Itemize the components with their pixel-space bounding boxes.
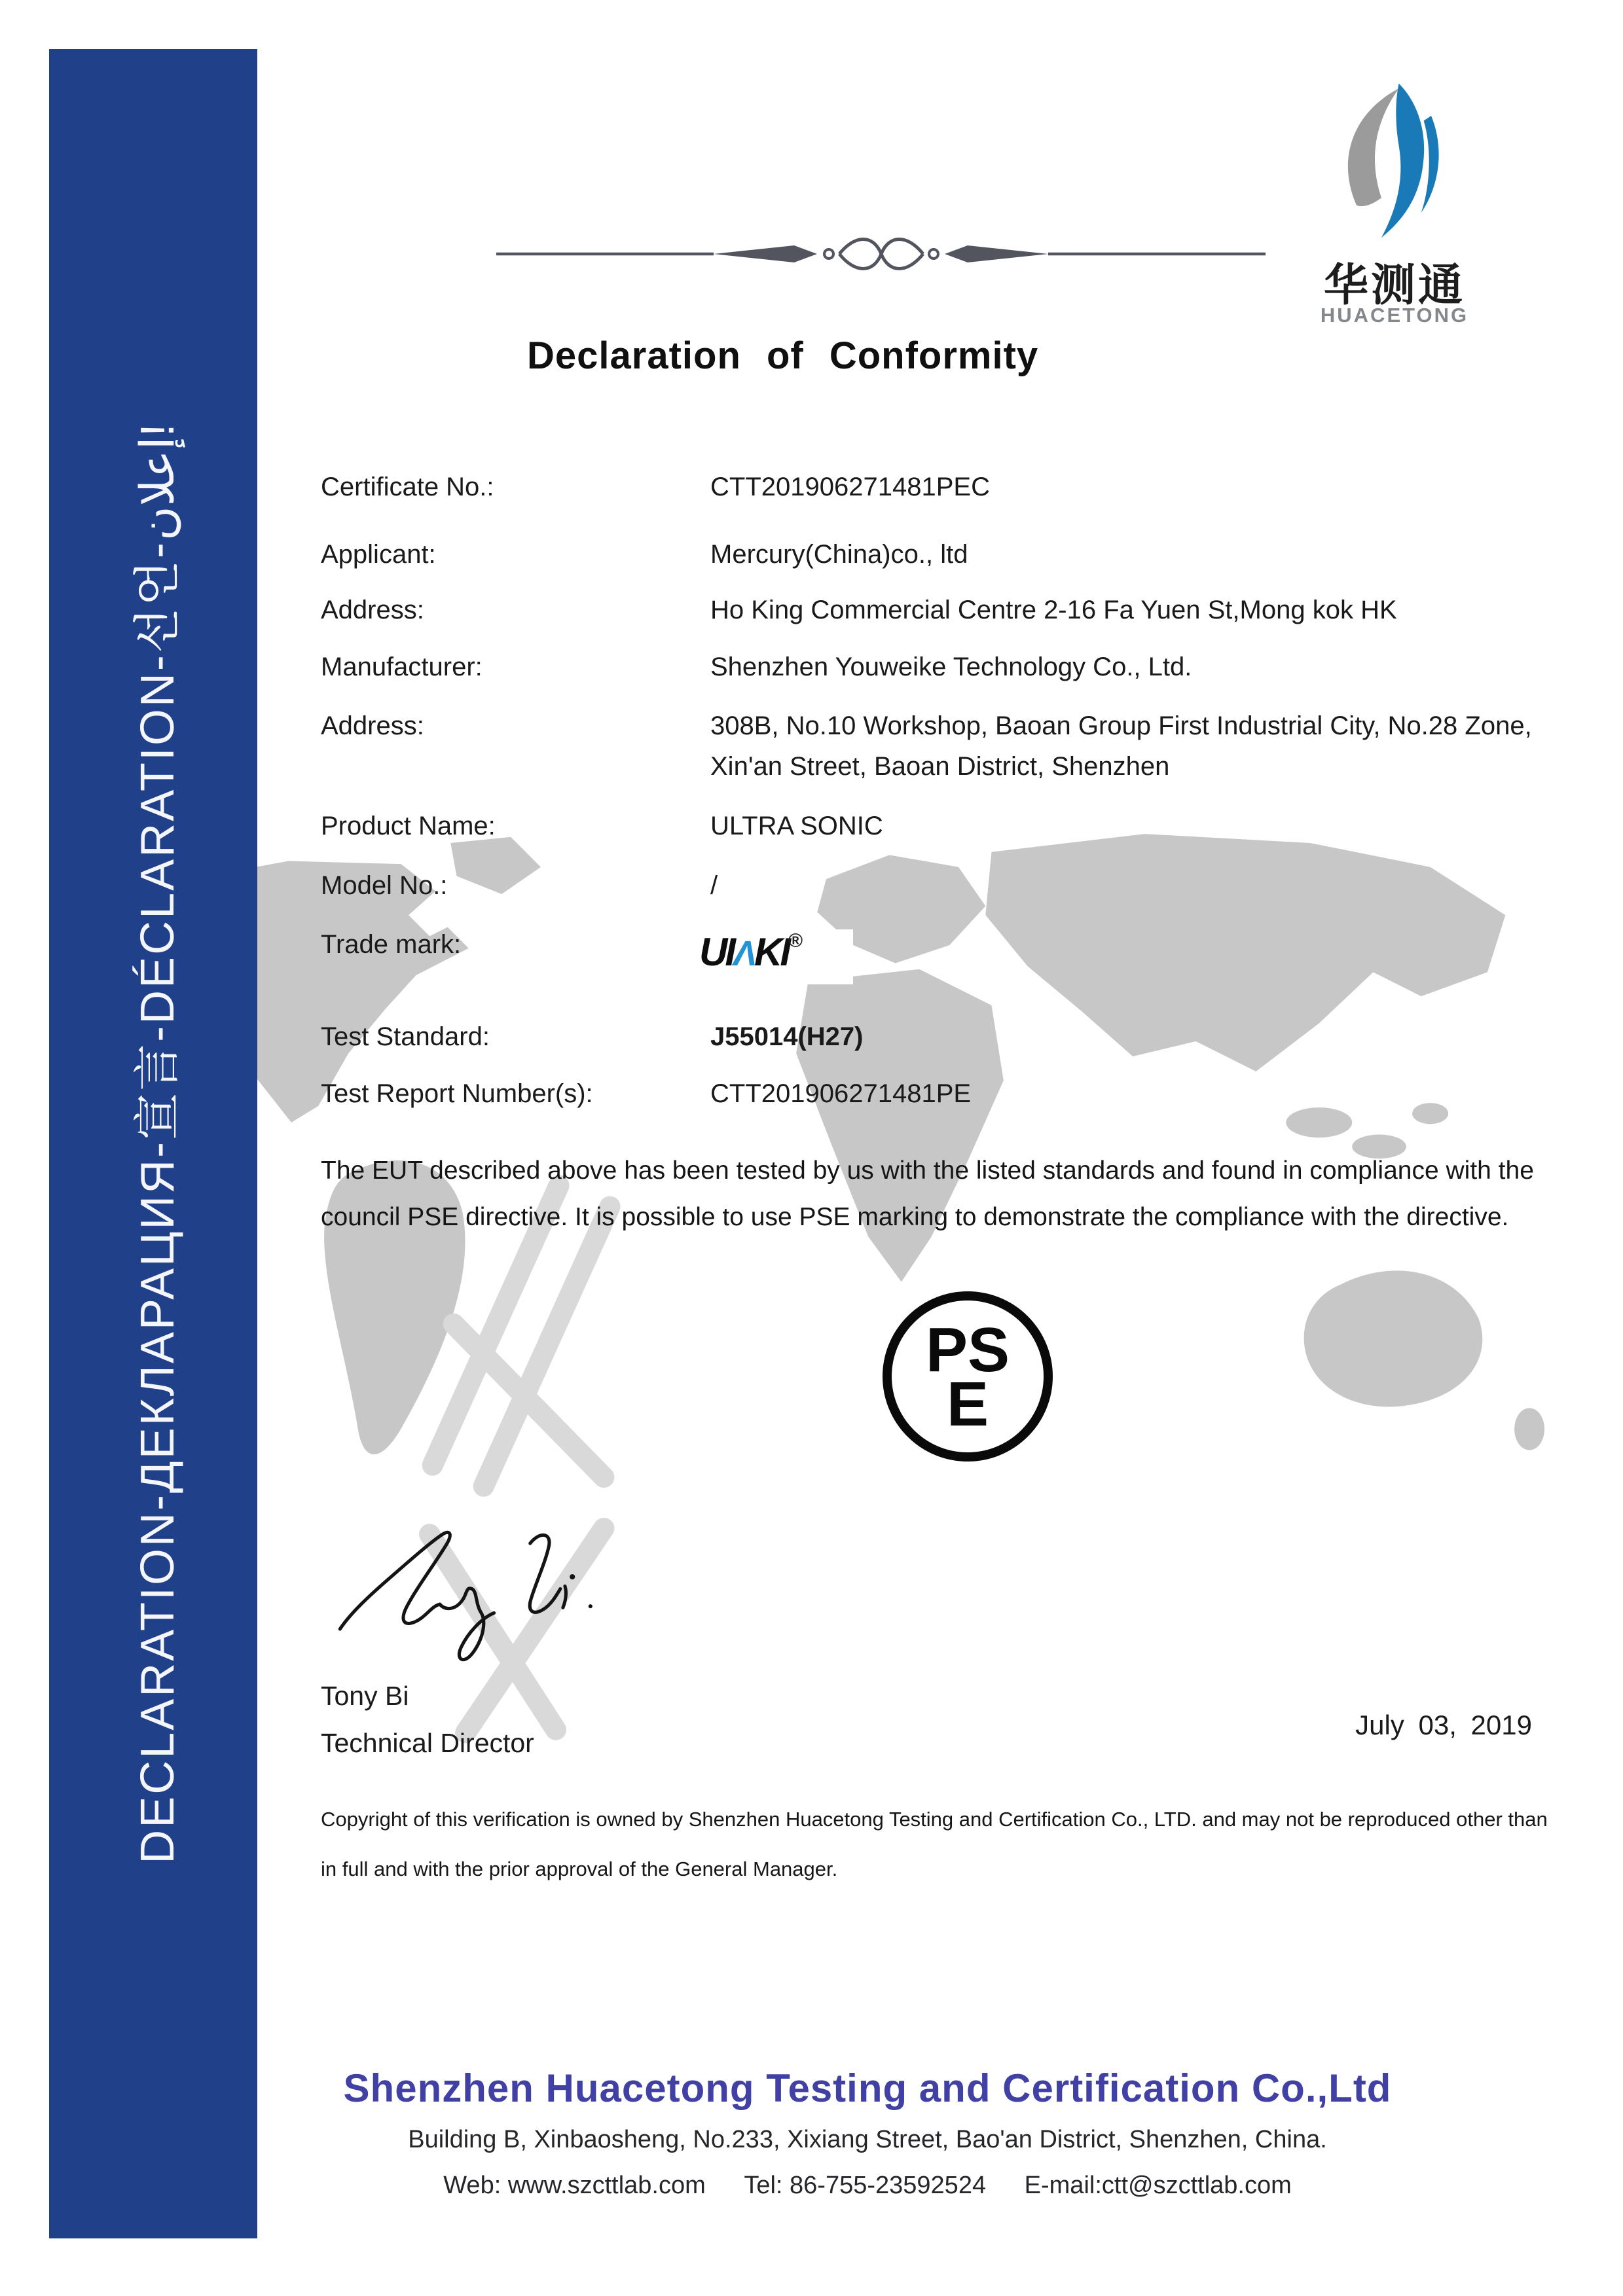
huacetong-logo-en: HUACETONG [1320, 304, 1469, 327]
huacetong-logo-cn: 华测通 [1323, 260, 1465, 310]
trademark-letters-right: KI [754, 930, 789, 974]
uiaki-trademark-logo [699, 929, 853, 984]
field-label: Manufacturer: [321, 653, 483, 681]
field-test-report [321, 1073, 971, 1114]
pse-mark-e: E [946, 1369, 989, 1439]
field-value: 308B, No.10 Workshop, Baoan Group First Industrial City, No.28 Zone, Xin'an Street, Baoan District, Shenzhen [710, 711, 1532, 781]
signature-handwriting [331, 1520, 625, 1682]
footer-web: Web: www.szcttlab.com [443, 2172, 706, 2199]
signer-name: Tony Bi [321, 1681, 409, 1711]
field-product-name [321, 806, 883, 846]
field-value: J55014(H27) [710, 1022, 864, 1051]
field-value: ULTRA SONIC [710, 812, 883, 840]
copyright-notice: Copyright of this verification is owned by Shenzhen Huacetong Testing and Certification Co., LTD. and may not be reproduced other than in full and with the prior approval of the General Manager. [321, 1808, 1548, 1880]
registered-mark-icon: ® [788, 930, 803, 952]
ornamental-divider [496, 229, 1266, 279]
footer-contact-line [259, 2172, 1476, 2200]
field-label: Model No.: [321, 871, 448, 900]
pse-mark [883, 1291, 1053, 1462]
field-label: Product Name: [321, 812, 496, 840]
field-value: CTT201906271481PEC [710, 473, 990, 501]
field-certificate-no [321, 467, 990, 507]
field-label: Test Report Number(s): [321, 1079, 593, 1108]
field-manufacturer-address [321, 706, 1561, 787]
field-label: Address: [321, 596, 424, 624]
field-label: Applicant: [321, 540, 436, 569]
banner-multilingual-text: DECLARATION-ДЕКЛАРАЦИЯ-宣言-DÉCLARATION-선언-إعلان! [132, 423, 184, 1864]
pse-mark-ps: PS [925, 1315, 1010, 1385]
page-title: Declaration of Conformity [527, 334, 1039, 377]
field-label: Trade mark: [321, 930, 462, 959]
signer-role: Technical Director [321, 1728, 534, 1758]
field-label: Certificate No.: [321, 473, 494, 501]
field-applicant [321, 534, 968, 575]
footer-tel: Tel: 86-755-23592524 [744, 2172, 987, 2199]
field-test-standard [321, 1016, 864, 1057]
issue-date: July 03, 2019 [1355, 1710, 1532, 1740]
huacetong-logo-icon [1319, 80, 1468, 249]
footer-address: Building B, Xinbaosheng, No.233, Xixiang Street, Bao'an District, Shenzhen, China. [408, 2126, 1327, 2153]
field-value: / [710, 871, 718, 900]
field-label: Test Standard: [321, 1022, 490, 1051]
field-value: Shenzhen Youweike Technology Co., Ltd. [710, 653, 1192, 681]
footer-company-name: Shenzhen Huacetong Testing and Certification Co.,Ltd [343, 2066, 1392, 2110]
footer-email: E-mail:ctt@szcttlab.com [1024, 2172, 1292, 2199]
trademark-blue-caret: Λ [733, 934, 755, 973]
field-value: CTT201906271481PE [710, 1079, 972, 1108]
field-value: Ho King Commercial Centre 2-16 Fa Yuen St,Mong kok HK [710, 596, 1397, 624]
field-applicant-address [321, 590, 1397, 630]
field-model-no [321, 865, 718, 906]
trademark-letters-left: UI [699, 930, 733, 974]
field-trade-mark [321, 924, 710, 965]
field-label: Address: [321, 711, 424, 740]
compliance-statement: The EUT described above has been tested by us with the listed standards and found in compliance with the council PSE directive. It is possible to use PSE marking to demonstrate the compliance with the directive. [321, 1157, 1534, 1231]
field-manufacturer [321, 647, 1192, 687]
field-value: Mercury(China)co., ltd [710, 540, 968, 569]
